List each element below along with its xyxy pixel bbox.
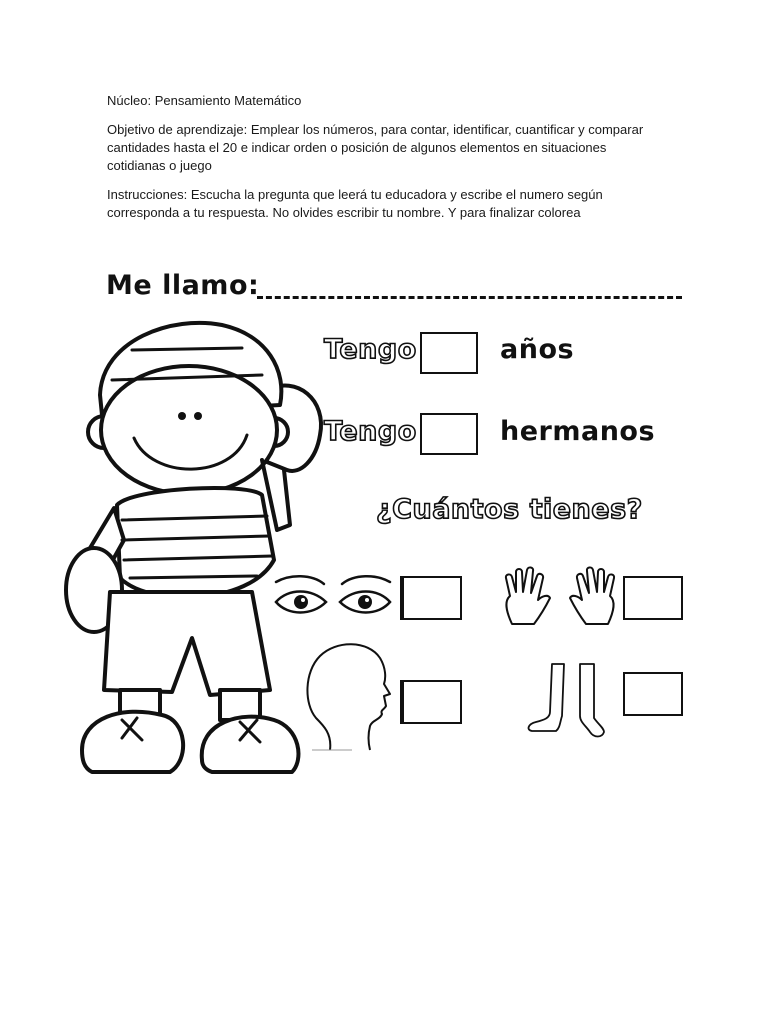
- objetivo-text: Objetivo de aprendizaje: Emplear los números, para contar, identificar, cuantificar y comparar cantidades hasta el 20 e indicar orden o posición de algunos elementos en situaciones cotidianas o juego: [107, 122, 644, 173]
- hermanos-answer-box[interactable]: [420, 413, 478, 455]
- manos-answer-box[interactable]: [623, 576, 683, 620]
- tengo-label-1: Tengo: [324, 334, 417, 365]
- cuantos-tienes-title: ¿Cuántos tienes?: [376, 494, 643, 525]
- eyes-icon: [272, 572, 397, 622]
- hermanos-label: hermanos: [500, 416, 656, 447]
- head-profile-icon: [302, 638, 392, 754]
- me-llamo-label: Me llamo:: [106, 270, 260, 301]
- anos-label: años: [500, 334, 575, 365]
- anos-answer-box[interactable]: [420, 332, 478, 374]
- instrucciones-text: Instrucciones: Escucha la pregunta que leerá tu educadora y escribe el numero según corresponda a tu respuesta. No olvides escribir tu nombre. Y para finalizar colorea: [107, 187, 603, 220]
- worksheet: [62, 250, 740, 774]
- legs-icon: [524, 662, 620, 740]
- hands-icon: [500, 566, 620, 628]
- ojos-answer-box[interactable]: [400, 576, 462, 620]
- name-line[interactable]: [257, 296, 682, 299]
- piernas-answer-box[interactable]: [623, 672, 683, 716]
- tengo-label-2: Tengo: [324, 416, 417, 447]
- nucleo-text: Núcleo: Pensamiento Matemático: [107, 93, 302, 108]
- boy-illustration-icon: [62, 320, 332, 775]
- cabeza-answer-box[interactable]: [400, 680, 462, 724]
